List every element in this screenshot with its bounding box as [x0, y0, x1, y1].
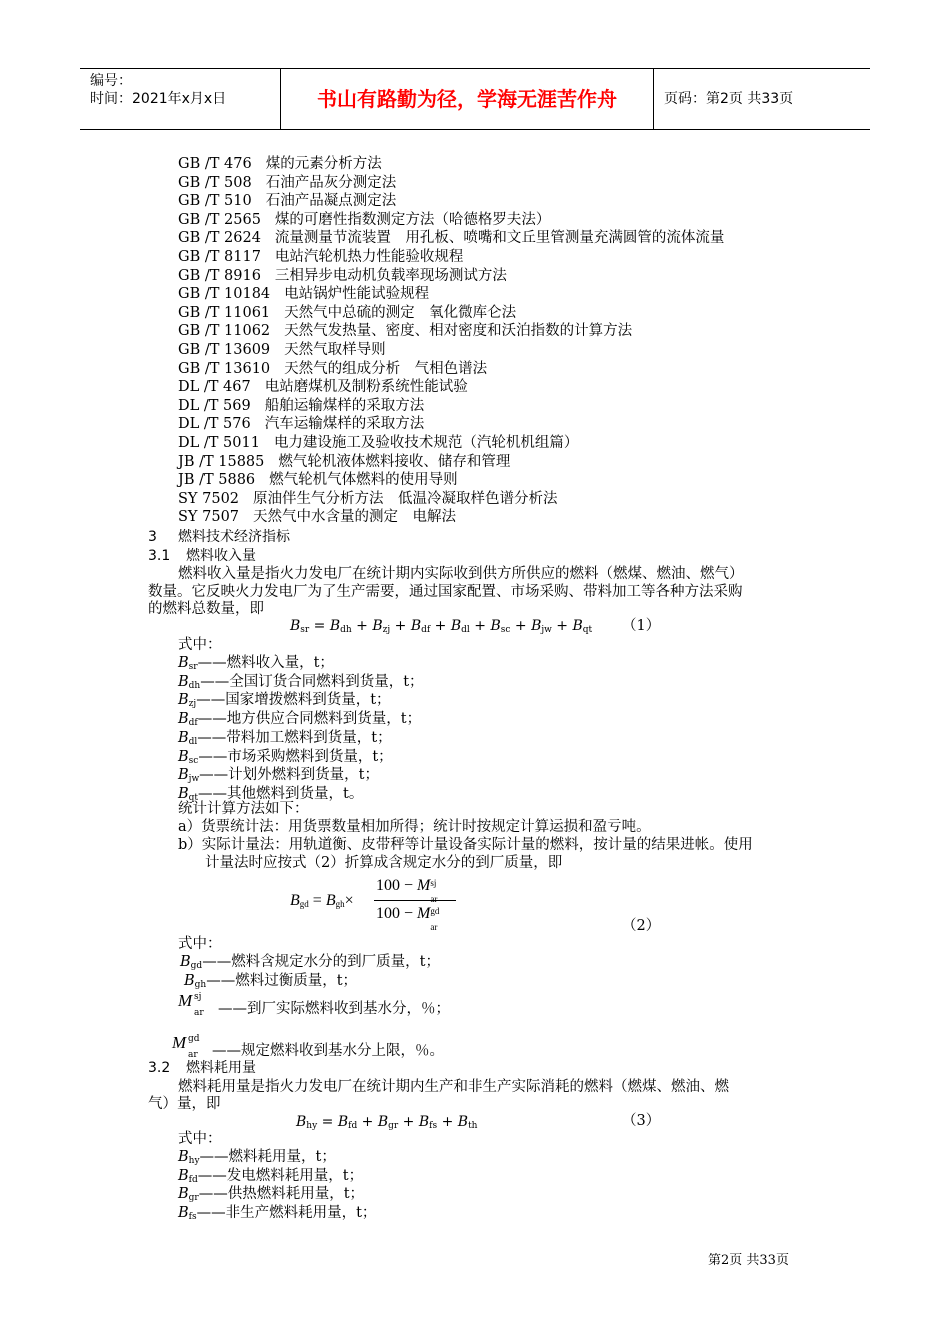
standard-item [178, 508, 456, 526]
symbol-definition: $B_{jw}——$计划外燃料到货量，t； [178, 767, 379, 785]
fraction-numerator: 100 − M sj ar [376, 877, 438, 904]
equation-2-number: （2） [622, 918, 661, 934]
page-header [80, 68, 870, 130]
page-footer: 第2页 共33页 [708, 1253, 789, 1268]
standard-title: 石油产品灰分测定法 [265, 174, 397, 191]
symbol-definition: $B_{sr}——$燃料收入量，t； [178, 655, 334, 672]
symbol-definition: $B_{qt}——$其他燃料到货量，t。 [178, 785, 364, 803]
standard-item [178, 304, 516, 322]
standard-title: 天然气发热量、密度、相对密度和沃泊指数的计算方法 [284, 323, 633, 340]
standard-title: 船舶运输煤样的采取方法 [264, 397, 425, 414]
header-motto: 书山有路勤为径，学海无涯苦作舟 [281, 69, 654, 129]
where-label-2: 式中： [178, 936, 222, 952]
standard-item [178, 378, 468, 396]
symbol-definition: $B_{dl}——$带料加工燃料到货量，t； [178, 729, 392, 747]
standard-title: 天然气的组成分析 气相色谱法 [284, 360, 488, 377]
standard-item [178, 322, 632, 340]
standard-code: DL /T 467 [178, 379, 251, 396]
standard-item [178, 341, 386, 359]
standard-code: JB /T 15885 [178, 453, 265, 470]
where-label-3: 式中： [178, 1131, 222, 1147]
standard-title: 电站锅炉性能试验规程 [284, 286, 430, 303]
date-line: 时间：2021年x月x日 [90, 91, 227, 107]
standard-code: SY 7507 [178, 509, 240, 526]
standard-item [178, 211, 550, 229]
standard-code: GB /T 2624 [178, 230, 261, 247]
equation-3: $B_{hy} = B_{fd} + B_{gr} + B_{fs} + B_{th}$ [296, 1114, 478, 1131]
standard-code: GB /T 508 [178, 174, 252, 191]
standard-item [178, 285, 429, 303]
standard-item [178, 229, 724, 247]
standard-item [178, 192, 396, 210]
standard-code: GB /T 11062 [178, 323, 271, 340]
standard-title: 电站汽轮机热力性能验收规程 [274, 249, 464, 265]
standard-code: GB /T 11061 [178, 304, 271, 321]
symbol-definition: $B_{fs}——$非生产燃料耗用量，t； [178, 1205, 377, 1223]
standard-code: DL /T 5011 [178, 435, 260, 451]
symbol-definition: $B_{gr}——$供热燃料耗用量，t； [178, 1186, 365, 1204]
standard-item [178, 155, 382, 173]
standard-title: 石油产品凝点测定法 [265, 193, 397, 210]
symbol-definition: $B_{zj}——$国家增拨燃料到货量，t； [178, 692, 391, 710]
standard-title: 流量测量节流装置 用孔板、喷嘴和文丘里管测量充满圆管的流体流量 [274, 230, 725, 247]
symbol-definition: $B_{fd}——$发电燃料耗用量，t； [178, 1167, 364, 1185]
standard-title: 电站磨煤机及制粉系统性能试验 [264, 379, 468, 396]
standard-item [178, 248, 463, 266]
standard-title: 天然气中总硫的测定 氧化微库仑法 [284, 304, 517, 321]
standard-code: GB /T 8117 [178, 249, 261, 265]
serial-label: 编号： [90, 73, 132, 89]
standard-title: 天然气中水含量的测定 电解法 [253, 509, 457, 526]
calc-intro: 统计计算方法如下： [178, 801, 309, 817]
equation-1: $B_{sr} = B_{dh} + B_{zj} + B_{df} + B_{dl} + B_{sc} + B_{jw} + B_{qt}$ [290, 618, 593, 635]
standard-title: 汽车运输煤样的采取方法 [264, 416, 425, 433]
equation-1-number: （1） [622, 618, 661, 634]
standard-code: GB /T 8916 [178, 267, 261, 284]
s31-para-line2: 数量。它反映火力发电厂为了生产需要，通过国家配置、市场采购、带料加工等各种方法采购 [148, 584, 743, 600]
standard-code: SY 7502 [178, 490, 240, 507]
standard-item [178, 453, 510, 471]
s31-para-line1: 燃料收入量是指火力发电厂在统计期内实际收到供方所供应的燃料（燃煤、燃油、燃气） [178, 566, 744, 582]
standard-item [178, 471, 458, 489]
standard-title: 燃气轮机气体燃料的使用导则 [269, 472, 458, 489]
item-a: a）货票统计法：用货票数量相加所得；统计时按规定计算运损和盈亏吨。 [178, 819, 651, 835]
standard-title: 燃气轮机液体燃料接收、储存和管理 [278, 453, 511, 470]
header-page-info: 页码：第2页 共33页 [664, 91, 794, 107]
standard-title: 天然气取样导则 [284, 342, 386, 358]
symbol-definition: $B_{df}——$地方供应合同燃料到货量，t； [178, 711, 422, 729]
standard-item [178, 174, 396, 192]
symbol-definition: $B_{sc}——$市场采购燃料到货量，t； [178, 748, 393, 766]
standard-title: 煤的元素分析方法 [265, 156, 382, 172]
section-3-1-heading: 3.1 燃料收入量 [148, 548, 256, 564]
standard-item [178, 360, 487, 378]
standard-item [178, 267, 507, 285]
standard-code: GB /T 13610 [178, 360, 271, 377]
standard-title: 电力建设施工及验收技术规范（汽轮机机组篇） [273, 435, 579, 451]
standard-item [178, 490, 558, 508]
header-meta [80, 69, 281, 129]
standard-title: 三相异步电动机负载率现场测试方法 [274, 267, 507, 284]
s31-para-line3: 的燃料总数量，即 [148, 601, 264, 617]
standard-code: GB /T 476 [178, 156, 252, 172]
item-b-line1: b）实际计量法：用轨道衡、皮带秤等计量设备实际计量的燃料，按计量的结果进帐。使用 [178, 837, 753, 853]
symbol-definition: $B_{dh}——$全国订货合同燃料到货量，t； [178, 673, 424, 691]
s32-para-line2: 气）量，即 [148, 1096, 221, 1112]
standard-code: GB /T 10184 [178, 286, 271, 303]
fraction-bar [374, 900, 456, 901]
def-m-gd: M gd ar ——规定燃料收到基水分上限，％。 [172, 1033, 444, 1060]
standard-title: 原油伴生气分析方法 低温冷凝取样色谱分析法 [253, 490, 558, 507]
fraction-denominator: 100 − M gd ar [376, 905, 440, 932]
standard-item [178, 397, 424, 415]
item-b-line2: 计量法时应按式（2）折算成含规定水分的到厂质量，即 [205, 855, 563, 871]
standard-title: 煤的可磨性指数测定方法（哈德格罗夫法） [274, 211, 551, 228]
s32-para-line1: 燃料耗用量是指火力发电厂在统计期内生产和非生产实际消耗的燃料（燃煤、燃油、燃 [178, 1079, 729, 1095]
symbol-definition: $B_{gd}——$燃料含规定水分的到厂质量，t； [180, 954, 441, 971]
equation-3-number: （3） [622, 1113, 661, 1129]
standard-item [178, 434, 578, 452]
where-label-1: 式中： [178, 637, 222, 653]
standard-code: GB /T 13609 [178, 342, 271, 358]
standard-item [178, 415, 424, 433]
symbol-definition: $B_{gh}——$燃料过衡质量，t； [184, 972, 358, 990]
section-3-2-heading: 3.2 燃料耗用量 [148, 1060, 256, 1076]
standard-code: GB /T 2565 [178, 211, 261, 228]
section-3-heading: 3 燃料技术经济指标 [148, 529, 290, 545]
symbol-definition: $B_{hy}——$燃料耗用量，t； [178, 1149, 336, 1166]
standard-code: GB /T 510 [178, 193, 252, 210]
standard-code: JB /T 5886 [178, 472, 256, 489]
standard-code: DL /T 576 [178, 416, 251, 433]
standard-code: DL /T 569 [178, 397, 251, 414]
def-m-sj: M sj ar ——到厂实际燃料收到基水分，％； [178, 991, 450, 1018]
